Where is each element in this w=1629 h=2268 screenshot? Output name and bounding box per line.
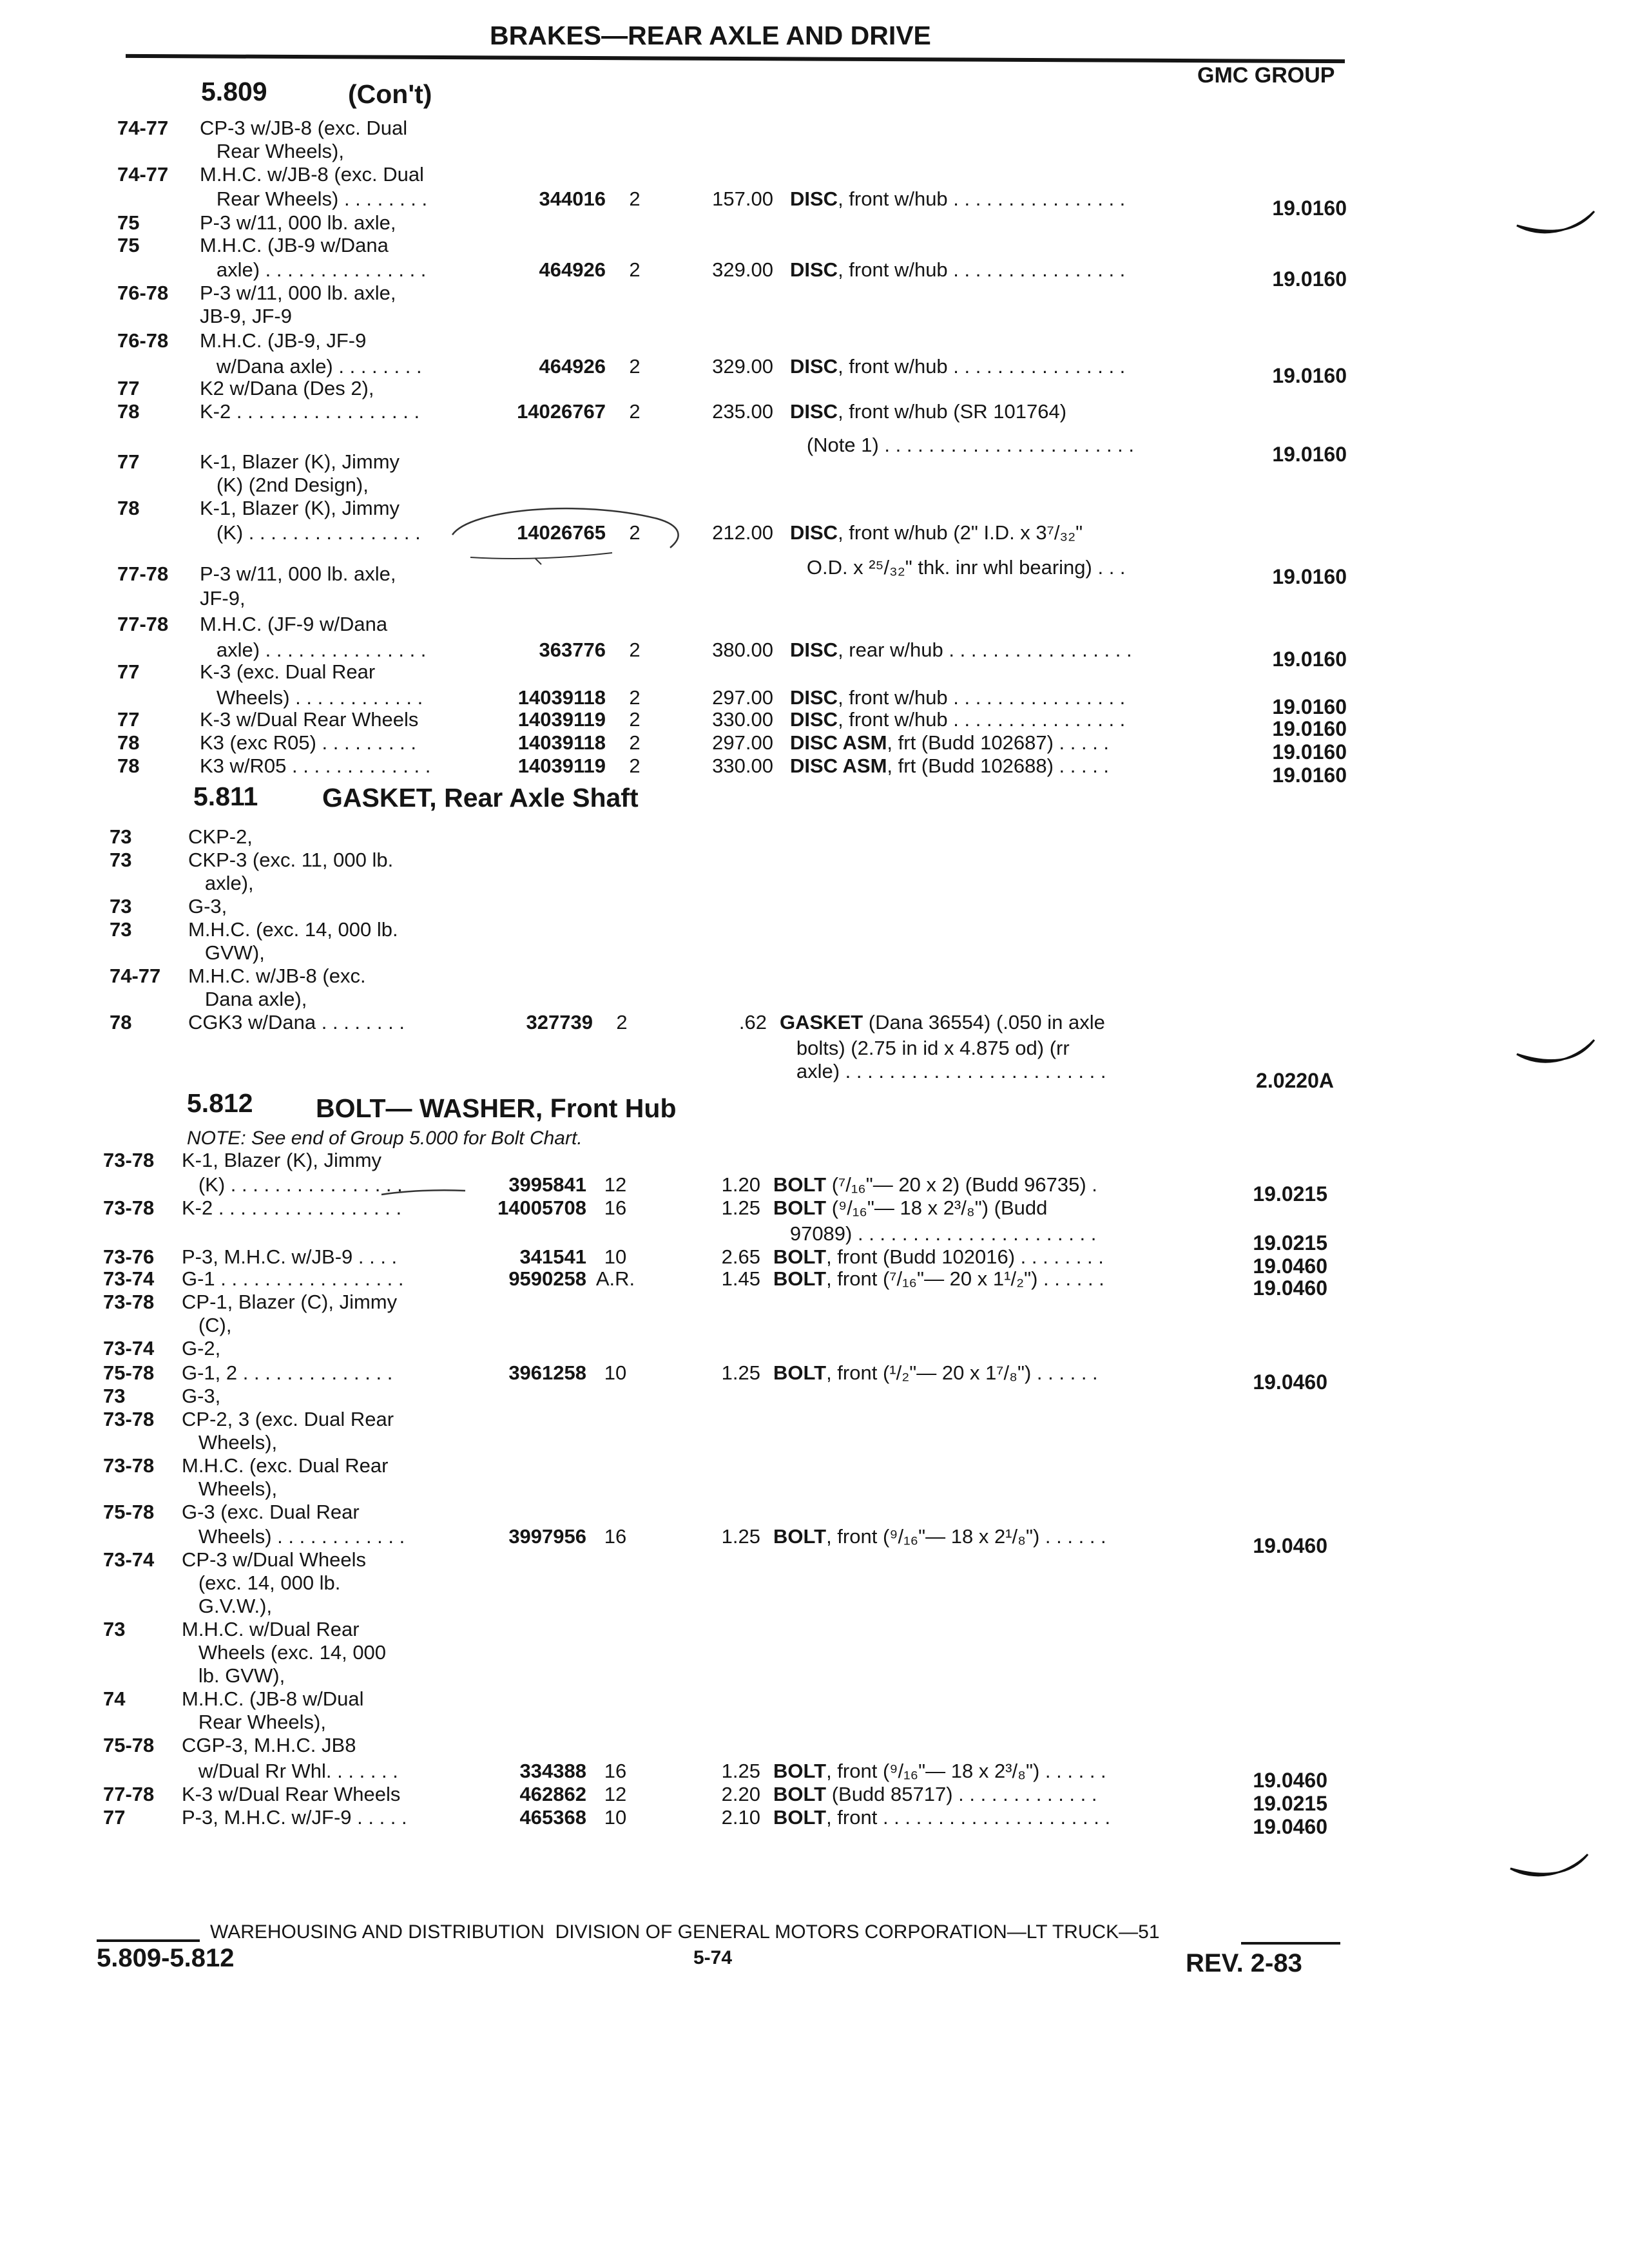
- model-year: 74: [103, 1687, 126, 1710]
- model-year: 74-77: [117, 163, 169, 186]
- quantity: 2: [629, 521, 641, 544]
- application-text: M.H.C. (JF-9 w/Dana: [200, 613, 388, 635]
- part-number: 327739: [526, 1011, 593, 1033]
- model-year: 73-78: [103, 1454, 155, 1477]
- quantity: 16: [604, 1196, 627, 1219]
- application-text: G-1 . . . . . . . . . . . . . . . . .: [182, 1267, 404, 1290]
- item-description: DISC, front w/hub . . . . . . . . . . . . . . . .: [790, 258, 1126, 281]
- item-description: BOLT, front . . . . . . . . . . . . . . . . . . . . .: [773, 1806, 1111, 1829]
- part-number: 14039119: [517, 754, 606, 777]
- list-price: 297.00: [712, 731, 773, 754]
- item-description: BOLT (⁹/₁₆"— 18 x 2³/₈") (Budd: [773, 1196, 1048, 1219]
- quantity: 2: [629, 355, 641, 378]
- list-price: 1.25: [721, 1196, 760, 1219]
- application-text: axle) . . . . . . . . . . . . . . .: [200, 639, 427, 661]
- footer-rule-right: [1241, 1942, 1340, 1945]
- application-text: K-1, Blazer (K), Jimmy: [200, 450, 400, 473]
- item-description: bolts) (2.75 in id x 4.875 od) (rr: [780, 1037, 1070, 1059]
- list-price: 212.00: [712, 521, 773, 544]
- quantity: 12: [604, 1173, 627, 1196]
- quantity: 10: [604, 1806, 627, 1829]
- group-number: 19.0460: [1253, 1534, 1327, 1557]
- list-price: .62: [738, 1011, 767, 1033]
- application-text: G-2,: [182, 1337, 221, 1360]
- model-year: 75-78: [103, 1361, 155, 1384]
- application-text: (K) . . . . . . . . . . . . . . . .: [200, 521, 421, 544]
- application-text: M.H.C. w/JB-8 (exc. Dual: [200, 163, 424, 186]
- group-number: 19.0460: [1253, 1276, 1327, 1300]
- model-year: 78: [117, 731, 140, 754]
- section-5812-title: BOLT— WASHER, Front Hub: [316, 1093, 677, 1123]
- part-number: 9590258: [508, 1267, 586, 1290]
- part-number: 14005708: [497, 1196, 586, 1219]
- model-year: 73-78: [103, 1149, 155, 1171]
- group-number: 19.0215: [1253, 1792, 1327, 1815]
- group-number: 19.0215: [1253, 1182, 1327, 1206]
- item-description: axle) . . . . . . . . . . . . . . . . . . . . . . . .: [780, 1060, 1106, 1082]
- part-number: 344016: [539, 187, 606, 210]
- application-text: P-3 w/11, 000 lb. axle,: [200, 562, 396, 585]
- item-description: BOLT, front (⁹/₁₆"— 18 x 2¹/₈") . . . . . .: [773, 1525, 1106, 1548]
- group-number: 19.0160: [1272, 197, 1347, 220]
- item-description: BOLT, front (⁷/₁₆"— 20 x 1¹/₂") . . . . . .: [773, 1267, 1104, 1290]
- list-price: 330.00: [712, 754, 773, 777]
- application-text: CKP-3 (exc. 11, 000 lb.: [188, 849, 394, 871]
- quantity: 2: [629, 708, 641, 731]
- list-price: 329.00: [712, 355, 773, 378]
- item-description: DISC ASM, frt (Budd 102688) . . . . .: [790, 754, 1110, 777]
- application-text: Wheels),: [182, 1477, 278, 1500]
- model-year: 77: [117, 660, 140, 683]
- model-year: 77: [117, 450, 140, 473]
- model-year: 73: [110, 849, 132, 871]
- list-price: 1.25: [721, 1361, 760, 1384]
- model-year: 73-78: [103, 1408, 155, 1430]
- application-text: CP-1, Blazer (C), Jimmy: [182, 1291, 398, 1313]
- quantity: 16: [604, 1760, 627, 1782]
- quantity: 2: [629, 187, 641, 210]
- quantity: 2: [616, 1011, 628, 1033]
- part-number: 14026767: [517, 400, 606, 423]
- group-header: GMC GROUP: [1197, 63, 1335, 88]
- list-price: 329.00: [712, 258, 773, 281]
- model-year: 73-74: [103, 1548, 155, 1571]
- list-price: 380.00: [712, 639, 773, 661]
- application-text: G.V.W.),: [182, 1595, 273, 1617]
- application-text: P-3, M.H.C. w/JF-9 . . . . .: [182, 1806, 407, 1829]
- item-description: O.D. x ²⁵/₃₂" thk. inr whl bearing) . . .: [790, 556, 1126, 579]
- model-year: 73: [110, 825, 132, 848]
- item-description: BOLT, front (⁹/₁₆"— 18 x 2³/₈") . . . . . .: [773, 1760, 1106, 1782]
- model-year: 78: [110, 1011, 132, 1033]
- item-description: DISC, rear w/hub . . . . . . . . . . . . . . . . .: [790, 639, 1132, 661]
- handwritten-circle-mark: [445, 496, 689, 573]
- handwritten-underline-mark: [380, 1186, 470, 1198]
- quantity: 12: [604, 1783, 627, 1805]
- application-text: K-3 w/Dual Rear Wheels: [182, 1783, 401, 1805]
- group-number: 19.0160: [1272, 267, 1347, 291]
- quantity: 2: [629, 639, 641, 661]
- item-description: DISC, front w/hub (SR 101764): [790, 400, 1067, 423]
- footer-rule-left: [97, 1939, 200, 1942]
- footer-range: 5.809-5.812: [97, 1944, 235, 1972]
- part-number: 341541: [519, 1245, 586, 1268]
- application-text: Rear Wheels),: [182, 1711, 326, 1733]
- page-title: BRAKES—REAR AXLE AND DRIVE: [490, 21, 931, 50]
- application-text: M.H.C. w/JB-8 (exc.: [188, 965, 366, 987]
- model-year: 75-78: [103, 1734, 155, 1756]
- quantity: 2: [629, 686, 641, 709]
- application-text: CGK3 w/Dana . . . . . . . .: [188, 1011, 405, 1033]
- item-description: BOLT (⁷/₁₆"— 20 x 2) (Budd 96735) .: [773, 1173, 1097, 1196]
- list-price: 297.00: [712, 686, 773, 709]
- application-text: K-2 . . . . . . . . . . . . . . . . .: [200, 400, 420, 423]
- application-text: w/Dana axle) . . . . . . . .: [200, 355, 422, 378]
- application-text: CP-2, 3 (exc. Dual Rear: [182, 1408, 394, 1430]
- part-number: 14039119: [517, 708, 606, 731]
- item-description: DISC, front w/hub . . . . . . . . . . . . . . . .: [790, 187, 1126, 210]
- application-text: K3 w/R05 . . . . . . . . . . . . .: [200, 754, 431, 777]
- part-number: 3997956: [508, 1525, 586, 1548]
- part-number: 3961258: [508, 1361, 586, 1384]
- group-number: 19.0460: [1253, 1370, 1327, 1394]
- model-year: 74-77: [117, 117, 169, 139]
- application-text: G-1, 2 . . . . . . . . . . . . . .: [182, 1361, 393, 1384]
- application-text: JF-9,: [200, 587, 246, 610]
- application-text: (K) (2nd Design),: [200, 474, 369, 496]
- model-year: 73-76: [103, 1245, 155, 1268]
- header-rule: [126, 54, 1345, 63]
- application-text: M.H.C. w/Dual Rear: [182, 1618, 360, 1640]
- application-text: JB-9, JF-9: [200, 305, 292, 327]
- application-text: Dana axle),: [188, 988, 307, 1010]
- item-description: DISC, front w/hub (2" I.D. x 3⁷/₃₂": [790, 521, 1083, 544]
- part-number: 14039118: [517, 731, 606, 754]
- group-number: 19.0460: [1253, 1815, 1327, 1838]
- group-number: 19.0460: [1253, 1769, 1327, 1792]
- quantity: 2: [629, 400, 641, 423]
- application-text: M.H.C. (JB-9, JF-9: [200, 329, 367, 352]
- quantity: A.R.: [595, 1267, 635, 1290]
- application-text: (exc. 14, 000 lb.: [182, 1571, 341, 1594]
- model-year: 73: [110, 918, 132, 941]
- item-description: 97089) . . . . . . . . . . . . . . . . . . . . . .: [773, 1222, 1097, 1245]
- application-text: K-1, Blazer (K), Jimmy: [200, 497, 400, 519]
- model-year: 73-74: [103, 1267, 155, 1290]
- item-description: GASKET (Dana 36554) (.050 in axle: [780, 1011, 1105, 1033]
- quantity: 2: [629, 731, 641, 754]
- group-number: 19.0160: [1272, 364, 1347, 387]
- model-year: 78: [117, 497, 140, 519]
- model-year: 76-78: [117, 329, 169, 352]
- list-price: 2.65: [721, 1245, 760, 1268]
- part-number: 3995841: [508, 1173, 586, 1196]
- part-number: 464926: [539, 258, 606, 281]
- list-price: 1.45: [721, 1267, 760, 1290]
- group-number: 19.0160: [1272, 565, 1347, 588]
- part-number: 465368: [519, 1806, 586, 1829]
- model-year: 77-78: [103, 1783, 155, 1805]
- footer-revision: REV. 2-83: [1186, 1949, 1302, 1977]
- application-text: CP-3 w/JB-8 (exc. Dual: [200, 117, 408, 139]
- model-year: 77-78: [117, 562, 169, 585]
- model-year: 73-78: [103, 1196, 155, 1219]
- section-5811-title: GASKET, Rear Axle Shaft: [322, 783, 639, 812]
- application-text: (C),: [182, 1314, 232, 1336]
- model-year: 78: [117, 754, 140, 777]
- application-text: G-3,: [182, 1385, 221, 1407]
- application-text: K3 (exc R05) . . . . . . . . .: [200, 731, 416, 754]
- application-text: CKP-2,: [188, 825, 253, 848]
- application-text: Wheels),: [182, 1431, 278, 1454]
- application-text: K-1, Blazer (K), Jimmy: [182, 1149, 382, 1171]
- application-text: K-2 . . . . . . . . . . . . . . . . .: [182, 1196, 402, 1219]
- application-text: M.H.C. (exc. 14, 000 lb.: [188, 918, 398, 941]
- section-5809-title: (Con't): [348, 79, 432, 109]
- group-number: 19.0160: [1272, 695, 1347, 718]
- application-text: Rear Wheels) . . . . . . . .: [200, 187, 428, 210]
- application-text: w/Dual Rr Whl. . . . . . .: [182, 1760, 398, 1782]
- item-description: DISC, front w/hub . . . . . . . . . . . . . . . .: [790, 355, 1126, 378]
- application-text: P-3, M.H.C. w/JB-9 . . . .: [182, 1245, 398, 1268]
- item-description: BOLT (Budd 85717) . . . . . . . . . . . . .: [773, 1783, 1097, 1805]
- model-year: 73: [103, 1618, 126, 1640]
- list-price: 1.20: [721, 1173, 760, 1196]
- model-year: 78: [117, 400, 140, 423]
- quantity: 10: [604, 1245, 627, 1268]
- application-text: CGP-3, M.H.C. JB8: [182, 1734, 356, 1756]
- application-text: K-3 w/Dual Rear Wheels: [200, 708, 419, 731]
- list-price: 157.00: [712, 187, 773, 210]
- part-number: 14026765: [517, 521, 606, 544]
- model-year: 75: [117, 211, 140, 234]
- part-number: 462862: [519, 1783, 586, 1805]
- application-text: P-3 w/11, 000 lb. axle,: [200, 282, 396, 304]
- application-text: K2 w/Dana (Des 2),: [200, 377, 374, 399]
- section-5811-number: 5.811: [193, 782, 258, 811]
- quantity: 2: [629, 754, 641, 777]
- application-text: P-3 w/11, 000 lb. axle,: [200, 211, 396, 234]
- group-number: 19.0160: [1272, 648, 1347, 671]
- item-description: DISC, front w/hub . . . . . . . . . . . . . . . .: [790, 708, 1126, 731]
- group-number: 19.0215: [1253, 1231, 1327, 1254]
- model-year: 77: [117, 708, 140, 731]
- application-text: Wheels (exc. 14, 000: [182, 1641, 387, 1664]
- part-number: 14039118: [517, 686, 606, 709]
- section-5809-number: 5.809: [201, 77, 267, 106]
- model-year: 76-78: [117, 282, 169, 304]
- list-price: 2.20: [721, 1783, 760, 1805]
- part-number: 334388: [519, 1760, 586, 1782]
- application-text: Wheels) . . . . . . . . . . . .: [200, 686, 423, 709]
- group-number: 19.0160: [1272, 443, 1347, 466]
- footer-page-number: 5-74: [693, 1947, 733, 1968]
- model-year: 73: [103, 1385, 126, 1407]
- quantity: 16: [604, 1525, 627, 1548]
- part-number: 363776: [539, 639, 606, 661]
- model-year: 74-77: [110, 965, 161, 987]
- application-text: G-3,: [188, 895, 227, 918]
- group-number: 19.0460: [1253, 1254, 1327, 1278]
- application-text: axle),: [188, 872, 254, 894]
- list-price: 330.00: [712, 708, 773, 731]
- group-number: 19.0160: [1272, 740, 1347, 764]
- application-text: (K) . . . . . . . . . . . . . . . .: [182, 1173, 403, 1196]
- item-description: DISC ASM, frt (Budd 102687) . . . . .: [790, 731, 1110, 754]
- model-year: 73-78: [103, 1291, 155, 1313]
- item-description: BOLT, front (¹/₂"— 20 x 1⁷/₈") . . . . . .: [773, 1361, 1098, 1384]
- application-text: M.H.C. (exc. Dual Rear: [182, 1454, 389, 1477]
- list-price: 2.10: [721, 1806, 760, 1829]
- model-year: 75: [117, 234, 140, 256]
- model-year: 73-74: [103, 1337, 155, 1360]
- model-year: 77: [117, 377, 140, 399]
- item-description: (Note 1) . . . . . . . . . . . . . . . . . . . . . . .: [790, 434, 1135, 456]
- binding-mark-middle: [1514, 1031, 1598, 1076]
- application-text: M.H.C. (JB-8 w/Dual: [182, 1687, 364, 1710]
- group-number: 2.0220A: [1256, 1069, 1334, 1092]
- quantity: 10: [604, 1361, 627, 1384]
- section-5812-number: 5.812: [187, 1088, 253, 1118]
- group-number: 19.0160: [1272, 717, 1347, 740]
- application-text: G-3 (exc. Dual Rear: [182, 1501, 360, 1523]
- binding-mark-bottom: [1508, 1843, 1592, 1888]
- application-text: Rear Wheels),: [200, 140, 344, 162]
- list-price: 1.25: [721, 1525, 760, 1548]
- model-year: 73: [110, 895, 132, 918]
- application-text: Wheels) . . . . . . . . . . . .: [182, 1525, 405, 1548]
- binding-mark-top: [1514, 200, 1598, 245]
- item-description: DISC, front w/hub . . . . . . . . . . . . . . . .: [790, 686, 1126, 709]
- application-text: axle) . . . . . . . . . . . . . . .: [200, 258, 427, 281]
- bolt-chart-note: NOTE: See end of Group 5.000 for Bolt Chart.: [187, 1128, 583, 1149]
- item-description: BOLT, front (Budd 102016) . . . . . . . .: [773, 1245, 1104, 1268]
- group-number: 19.0160: [1272, 764, 1347, 787]
- model-year: 77-78: [117, 613, 169, 635]
- application-text: GVW),: [188, 941, 265, 964]
- part-number: 464926: [539, 355, 606, 378]
- quantity: 2: [629, 258, 641, 281]
- list-price: 1.25: [721, 1760, 760, 1782]
- application-text: K-3 (exc. Dual Rear: [200, 660, 376, 683]
- footer-division: WAREHOUSING AND DISTRIBUTION DIVISION OF GENERAL MOTORS CORPORATION—LT TRUCK—51: [210, 1921, 1160, 1943]
- application-text: M.H.C. (JB-9 w/Dana: [200, 234, 389, 256]
- application-text: CP-3 w/Dual Wheels: [182, 1548, 366, 1571]
- model-year: 77: [103, 1806, 126, 1829]
- model-year: 75-78: [103, 1501, 155, 1523]
- application-text: lb. GVW),: [182, 1664, 285, 1687]
- list-price: 235.00: [712, 400, 773, 423]
